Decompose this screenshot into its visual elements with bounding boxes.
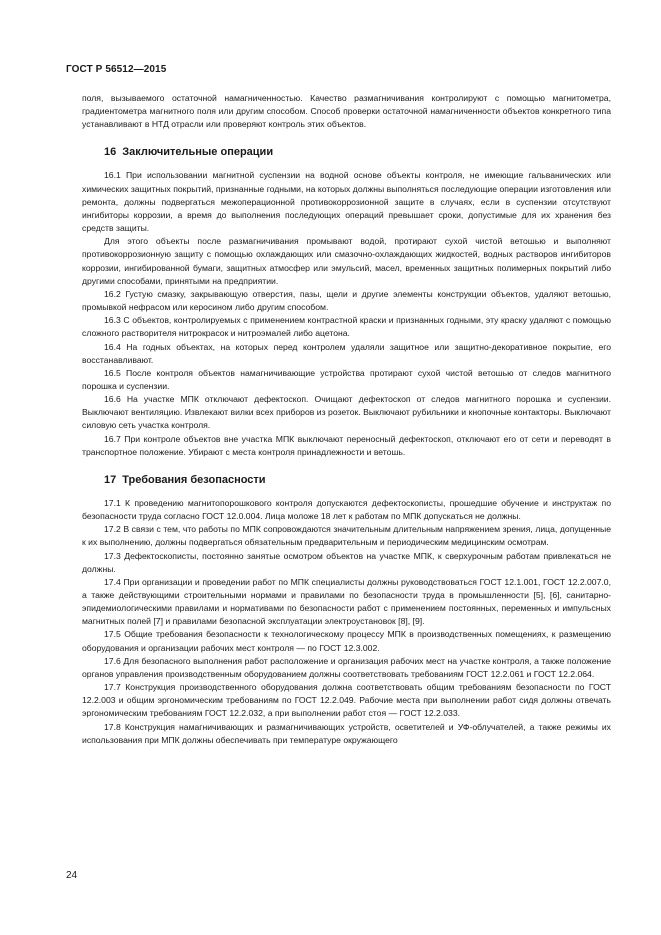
paragraph-16-1-cont: Для этого объекты после размагничивания промывают водой, протирают сухой чистой ветошью и выполняют противокоррозионную защиту с помощью охлаждающих или смазочно-охлаждающих жидкостей, водных растворов ингибиторов коррозии, ингибированной бумаги, защитных атмосфер или эмульсий, масел, временных защитных полимерных покрытий либо другими способами, принятыми на предприятии. xyxy=(82,236,611,286)
document-body xyxy=(82,92,611,747)
paragraph-17-4: 17.4 При организации и проведении работ по МПК специалисты должны руководствоваться ГОСТ 12.1.001, ГОСТ 12.2.007.0, а также действующими строительными нормами и правилами по безопасности труда в промышленности [5], [6], санитарно-эпидемиологическими правилами и нормативами по безопасности работ с применением постоянных, переменных и импульсных магнитных полей [7] и правилами безопасной эксплуатации электроустановок [8], [9]. xyxy=(82,576,611,627)
section-16-title: Заключительные операции xyxy=(122,146,274,159)
section-16-number: 16 xyxy=(104,146,117,159)
paragraph-16-7: 16.7 При контроле объектов вне участка МПК выключают переносный дефектоскоп, отключают его от сети и переводят в транспортное положение. Убирают с места контроля принадлежности и ветошь. xyxy=(82,433,611,457)
paragraph-17-8: 17.8 Конструкция намагничивающих и размагничивающих устройств, осветителей и УФ-облучателей, а также режимы их использования при МПК должны обеспечивать при температуре окружающего xyxy=(82,721,611,745)
paragraph-17-3: 17.3 Дефектоскописты, постоянно занятые осмотром объектов на участке МПК, к сверхурочным работам привлекаться не должны. xyxy=(82,550,611,574)
document-header: ГОСТ Р 56512—2015 xyxy=(66,64,167,75)
paragraph-17-6: 17.6 Для безопасного выполнения работ расположение и организация рабочих мест на участке контроля, а также положение органов управления производственным оборудованием должны соответствовать требованиям ГОСТ 12.2.061 и ГОСТ 12.2.064. xyxy=(82,655,611,679)
section-17-number: 17 xyxy=(104,473,117,486)
paragraph-16-2: 16.2 Густую смазку, закрывающую отверстия, пазы, щели и другие элементы конструкции объектов, удаляют ветошью, промывкой нефрасом или керосином либо другим способом. xyxy=(82,288,611,313)
intro-paragraph: поля, вызываемого остаточной намагниченностью. Качество размагничивания контролируют с помощью магнитометра, градиентометра магнитного поля или другим способом. Способ проверки остаточной намагниченности объектов конкретного типа устанавливают в НТД отрасли или проверяют контроль этих объектов. xyxy=(82,93,611,130)
section-17-heading xyxy=(82,473,611,487)
page-number: 24 xyxy=(66,870,78,881)
paragraph-16-1: 16.1 При использовании магнитной суспензии на водной основе объекты контроля, не имеющие гальванических или химических защитных покрытий, признанные годными, на которых должны выполняться последующие операции изготовления или ремонта, должны подвергаться межоперационной противокоррозионной защите в случаях, если в суспензии отсутствуют ингибиторы коррозии, а время до выполнения последующих операций превышает сроки, допустимые для их хранения без средств защиты. xyxy=(82,170,611,234)
paragraph-16-6: 16.6 На участке МПК отключают дефектоскоп. Очищают дефектоскоп от следов магнитного порошка и суспензии. Выключают вентиляцию. Извлекают вилки всех приборов из розеток. Выключают рубильники и кнопочные контакторы. Выключают силовую сеть участка контроля. xyxy=(82,394,611,431)
paragraph-16-3: 16.3 С объектов, контролируемых с применением контрастной краски и признанных годными, эту краску удаляют с помощью сложного растворителя нитрокрасок и нитроэмалей либо ацетона. xyxy=(82,315,611,339)
paragraph-17-7: 17.7 Конструкция производственного оборудования должна соответствовать общим требованиям безопасности по ГОСТ 12.2.003 и общим эргономическим требованиям по ГОСТ 12.2.049. Рабочие места при выполнении работ сидя должны отвечать эргономическим требованиям ГОСТ 12.2.032, а при выполнении работ стоя — ГОСТ 12.2.033. xyxy=(82,682,611,719)
paragraph-17-5: 17.5 Общие требования безопасности к технологическому процессу МПК в производственных помещениях, к размещению оборудования и организации рабочих мест контроля — по ГОСТ 12.3.002. xyxy=(82,629,611,653)
paragraph-17-2: 17.2 В связи с тем, что работы по МПК сопровождаются значительным длительным напряжением зрения, лица, допущенные к их выполнению, должны подвергаться обязательным предварительным и периодическим медицинским осмотрам. xyxy=(82,524,611,548)
paragraph-16-4: 16.4 На годных объектах, на которых перед контролем удаляли защитное или защитно-декоративное покрытие, его восстанавливают. xyxy=(82,341,611,365)
paragraph-17-1: 17.1 К проведению магнитопорошкового контроля допускаются дефектоскописты, прошедшие обучение и инструктаж по безопасности труда согласно ГОСТ 12.0.004. Лица моложе 18 лет к работам по МПК допускаться не должны. xyxy=(82,497,611,522)
paragraph-16-5: 16.5 После контроля объектов намагничивающие устройства протирают сухой чистой ветошью от следов магнитного порошка и суспензии. xyxy=(82,367,611,391)
section-16-heading xyxy=(82,145,611,159)
section-17-title: Требования безопасности xyxy=(122,473,266,486)
